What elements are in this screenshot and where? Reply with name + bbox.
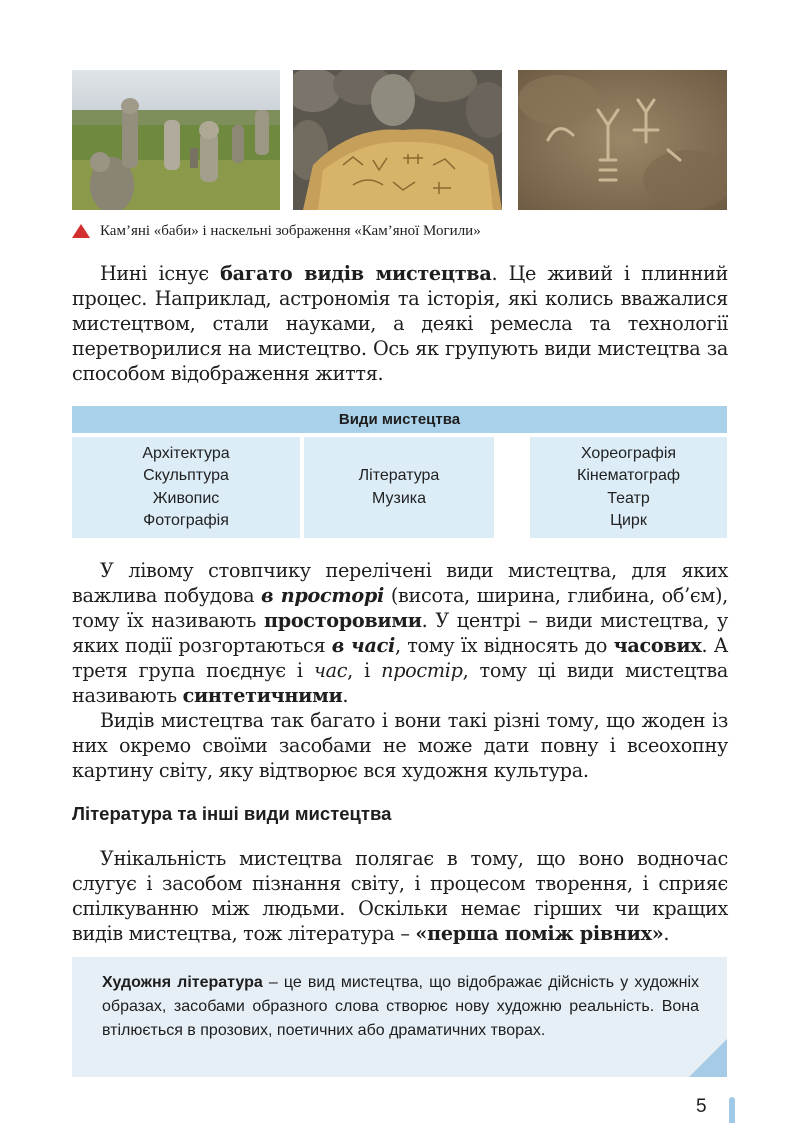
list-item: Фотографія [143, 512, 229, 529]
explanation-paragraph-1: У лівому стовпчику перелічені види мистецтва, для яких важлива побудова в просторі (висота, ширина, глибина, об’єм), тому їх називають просторовими. У центрі – види мистецтва, у яких події розгортаються в часі, тому їх відносять до часових. А третя група поєднує і час, і простір, тому ці види мистецтва називають синтетичними. [72, 559, 729, 707]
explanation-text [72, 558, 728, 783]
table-title: Види мистецтва [72, 406, 727, 433]
explanation-paragraph-2: Видів мистецтва так багато і вони такі різні тому, що жоден із них окремо своїми засобами не може дати повну і всеохопну картину світу, яку відтворює вся художня культура. [72, 709, 728, 782]
spatial-arts-column [72, 437, 300, 538]
synthetic-arts-column [530, 437, 727, 538]
list-item: Скульптура [143, 467, 229, 484]
arts-types-table [72, 406, 727, 538]
page-number: 5 [696, 1096, 707, 1117]
triangle-marker-icon [72, 224, 90, 238]
intro-paragraph [72, 261, 728, 386]
petroglyph-photo [518, 70, 727, 210]
list-item: Цирк [610, 512, 647, 529]
list-item: Кінематограф [577, 467, 680, 484]
photo-strip [72, 70, 727, 210]
page-tab-marker [729, 1097, 735, 1123]
literature-paragraph: Унікальність мистецтва полягає в тому, що воно водночас слугує і засобом пізнання світу, і процесом творення, і сприяє спілкуванню між людьми. Оскільки немає гірших чи кращих видів мистецтва, тож література – «перша поміж рівних». [72, 847, 728, 945]
section-heading: Література та інші види мистецтва [72, 803, 392, 824]
list-item: Архітектура [142, 444, 230, 462]
intro-text-end: . Це живий і плинний процес. Наприклад, астрономія та історія, які колись вважалися мистецтвом, стали науками, а деякі ремесла та технології перетворилися на мистецтво. Ось як групують види мистецтва за способом відображення життя. [72, 262, 728, 385]
intro-text: Нині існує [100, 262, 221, 285]
list-item: Література [358, 467, 440, 484]
list-item: Театр [607, 489, 650, 507]
temporal-arts-column [304, 437, 494, 538]
list-item: Музика [371, 489, 427, 507]
stone-statues-photo [72, 70, 280, 210]
list-item: Хореографія [580, 444, 677, 462]
definition-box [72, 957, 727, 1077]
definition-text: Художня література – це вид мистецтва, що відображає дійсність у художніх образах, засобами образного слова створює нову художню реальність. Вона втілюється в прозових, поетичних або драматичних творах. [102, 974, 699, 1039]
definition-term: Художня література [102, 974, 263, 991]
intro-bold-term: багато видів мистецтва [220, 262, 492, 285]
folded-corner-decoration [689, 1039, 727, 1077]
list-item: Живопис [152, 489, 220, 507]
caption-text: Кам’яні «баби» і наскельні зображення «Кам’яної Могили» [100, 223, 481, 239]
photo-caption [72, 223, 732, 240]
cave-engraving-photo [293, 70, 502, 210]
